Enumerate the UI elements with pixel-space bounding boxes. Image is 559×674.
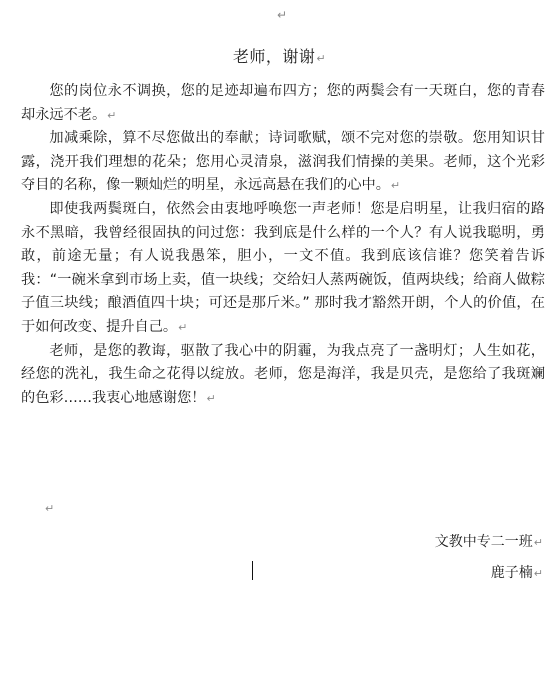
paragraph-mark-icon: ↵ <box>277 8 288 22</box>
paragraph-4[interactable] <box>21 340 545 411</box>
signature-name-text: 鹿子楠 <box>490 565 533 581</box>
signature-class-text: 文教中专二一班 <box>434 534 533 550</box>
signature-class[interactable] <box>435 531 543 551</box>
paragraph-mark-icon: ↵ <box>45 502 55 515</box>
paragraph-mark-icon: ↵ <box>206 391 216 405</box>
signature-name[interactable] <box>491 562 543 582</box>
paragraph-1[interactable] <box>21 80 545 127</box>
paragraph-mark-icon: ↵ <box>533 536 543 549</box>
paragraph-mark-icon: ↵ <box>178 320 188 334</box>
paragraph-mark-icon: ↵ <box>390 179 401 193</box>
paragraph-text: 老师，是您的教诲，驱散了我心中的阴霾，为我点亮了一盏明灯；人生如花，经您的洗礼，我生命之花得以绽放。老师，您是海洋，我是贝壳，是您给了我斑斓的色彩……我衷心地感谢您！ <box>21 342 545 406</box>
paragraph-2[interactable] <box>21 127 545 198</box>
title-text: 老师，谢谢 <box>232 47 316 66</box>
paragraph-text: 即使我两鬓斑白，依然会由衷地呼唤您一声老师！您是启明星，让我归宿的路永不黑暗，我曾经很固执的问过您：我到底是什么样的一个人？有人说我聪明，勇敢，前途无量；有人说我愚笨，胆小，一文不值。我到底该信谁？您笑着告诉我：“一碗米拿到市场上卖，值一块线；交给妇人蒸两碗饭，值两块线；给商人做粽子值三块线；酿酒值四十块；可还是那斤米。” 那时我才豁然开朗，个人的价值，在于如何改变、提升自己。 <box>21 200 545 335</box>
paragraph-mark-icon: ↵ <box>107 108 117 122</box>
document-body[interactable] <box>21 80 545 410</box>
paragraph-mark-icon: ↵ <box>533 567 543 580</box>
paragraph-mark-icon: ↵ <box>316 52 327 65</box>
paragraph-3[interactable] <box>21 198 545 340</box>
paragraph-text: 加减乘除，算不尽您做出的奉献；诗词歌赋，颂不完对您的崇敬。您用知识甘露，浇开我们理想的花朵；您用心灵清泉，滋润我们情操的美果。老师，这个光彩夺目的名称，像一颗灿烂的明星，永远高悬在我们的心中。 <box>21 130 545 194</box>
document-title[interactable] <box>0 44 559 67</box>
text-cursor <box>252 561 253 580</box>
paragraph-text: 您的岗位永不调换，您的足迹却遍布四方；您的两鬓会有一天斑白，您的青春却永远不老。 <box>21 83 545 123</box>
